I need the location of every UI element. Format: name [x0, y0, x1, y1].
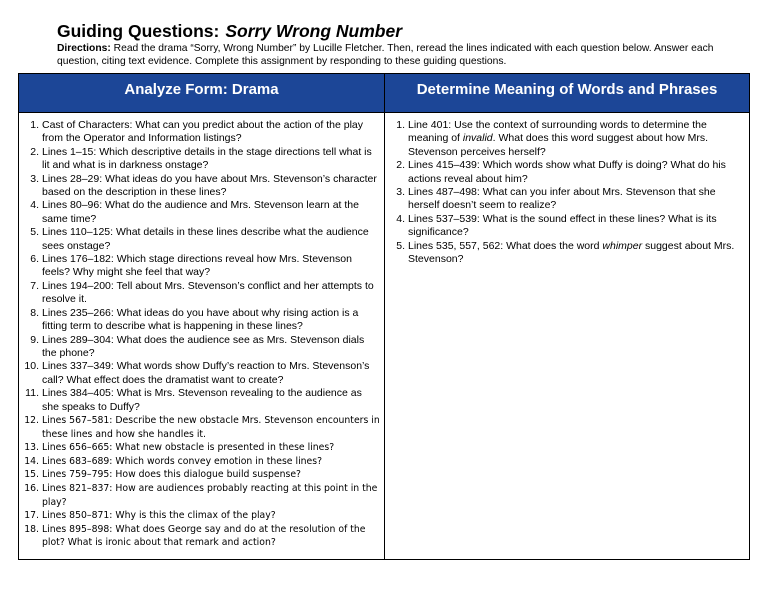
- question-item: [388, 240, 746, 267]
- question-text: Lines 384–405: What is Mrs. Stevenson revealing to the audience as she speaks to Duffy?: [42, 387, 362, 413]
- question-text: Lines 821–837: How are audiences probably reacting at this point in the play?: [42, 482, 378, 508]
- question-text-part: . What does this word suggest about how Mrs. Stevenson perceives herself?: [408, 132, 709, 158]
- question-number: 3.: [30, 172, 39, 185]
- question-text-part: suggest about Mrs. Stevenson?: [408, 239, 735, 266]
- question-item: [22, 360, 381, 387]
- question-number: 5.: [30, 226, 39, 239]
- right-question-list: [388, 119, 746, 266]
- question-number: 2.: [30, 145, 39, 158]
- question-text: Lines 194–200: Tell about Mrs. Stevenson’s conflict and her attempts to resolve it.: [42, 279, 374, 306]
- question-number: 2.: [396, 159, 405, 172]
- left-column-heading: Analyze Form: Drama: [19, 74, 385, 113]
- title-play-name: Sorry Wrong Number: [225, 21, 402, 41]
- question-text: Lines 683–689: Which words convey emotion in these lines?: [42, 455, 323, 467]
- question-number: 12.: [24, 414, 39, 426]
- question-text: Lines 850–871: Why is this the climax of the play?: [42, 510, 276, 522]
- question-text: Lines 176–182: Which stage directions reveal how Mrs. Stevenson feels? Why might she feel that way?: [42, 253, 352, 279]
- question-text: [408, 240, 746, 267]
- question-item: [22, 199, 381, 226]
- question-text: Lines 80–96: What do the audience and Mrs. Stevenson learn at the same time?: [42, 199, 359, 225]
- question-number: 13.: [24, 442, 39, 454]
- question-text: [408, 119, 746, 159]
- question-item: [22, 414, 381, 441]
- question-item: [388, 213, 746, 240]
- question-text: [408, 186, 746, 213]
- question-number: 14.: [24, 455, 39, 467]
- question-number: 10.: [24, 360, 39, 373]
- document-header: [57, 20, 757, 68]
- question-number: 8.: [30, 306, 39, 319]
- question-item: [22, 441, 381, 455]
- question-number: 6.: [30, 253, 39, 266]
- left-question-list: [22, 119, 381, 550]
- question-number: 1.: [396, 119, 405, 131]
- question-text-part: Lines 487–498: What can you infer about Mrs. Stevenson that she herself doesn’t seem to realize?: [408, 186, 716, 212]
- question-text: [408, 213, 746, 240]
- question-text: Lines 235–266: What ideas do you have about why rising action is a fitting term to describe what is happening in these lines?: [42, 306, 359, 333]
- question-text: Lines 656–665: What new obstacle is presented in these lines?: [42, 442, 335, 454]
- question-item: [22, 455, 381, 469]
- question-text: Lines 28–29: What ideas do you have about Mrs. Stevenson’s character based on the description in these lines?: [42, 172, 377, 199]
- question-item: [388, 159, 746, 186]
- question-text: Lines 110–125: What details in these lines describe what the audience sees onstage?: [42, 226, 369, 252]
- question-number: 3.: [396, 186, 405, 199]
- directions-label: Directions:: [57, 43, 111, 54]
- question-number: 15.: [24, 469, 39, 481]
- question-item: [22, 119, 381, 146]
- question-item: [22, 387, 381, 414]
- question-item: [388, 119, 746, 159]
- question-item: [22, 523, 381, 550]
- question-text: Cast of Characters: What can you predict about the action of the play from the Operator and Information listings?: [42, 119, 364, 145]
- right-question-cell: [385, 113, 750, 560]
- question-number: 1.: [30, 119, 39, 131]
- question-item: [22, 173, 381, 200]
- question-text: Lines 289–304: What does the audience see as Mrs. Stevenson dials the phone?: [42, 333, 365, 359]
- question-item: [22, 482, 381, 509]
- question-number: 11.: [25, 387, 39, 400]
- question-item: [22, 226, 381, 253]
- question-item: [22, 334, 381, 361]
- left-question-cell: [19, 113, 385, 560]
- question-italic-word: whimper: [602, 239, 643, 252]
- question-item: [22, 280, 381, 307]
- question-text-part: Line 401: Use the context of surrounding words to determine the meaning of: [408, 119, 707, 145]
- question-text: [408, 159, 746, 186]
- question-item: [22, 146, 381, 173]
- question-text-part: Lines 535, 557, 562: What does the word: [408, 239, 603, 252]
- question-number: 18.: [24, 523, 39, 535]
- question-italic-word: invalid: [462, 132, 493, 145]
- right-column-heading: Determine Meaning of Words and Phrases: [385, 74, 750, 113]
- question-item: [22, 307, 381, 334]
- question-item: [22, 468, 381, 482]
- question-text: Lines 337–349: What words show Duffy’s reaction to Mrs. Stevenson’s call? What effect does the dramatist want to create?: [42, 360, 370, 386]
- questions-table: [18, 73, 750, 560]
- question-number: 5.: [396, 239, 405, 252]
- directions-text: Read the drama “Sorry, Wrong Number” by Lucille Fletcher. Then, reread the lines indicated with each question below. Answer each question, citing text evidence. Complete this assignment by responding to these guiding questions.: [57, 43, 714, 67]
- question-number: 7.: [30, 279, 39, 292]
- question-number: 4.: [396, 212, 405, 225]
- page-title: [57, 20, 757, 42]
- question-item: [22, 253, 381, 280]
- question-text-part: Lines 415–439: Which words show what Duffy is doing? What do his actions reveal about him?: [408, 159, 726, 185]
- title-prefix: Guiding Questions:: [57, 21, 220, 41]
- question-number: 17.: [24, 510, 39, 522]
- directions: [57, 43, 757, 68]
- question-text: Lines 895–898: What does George say and do at the resolution of the plot? What is ironic about that remark and action?: [42, 523, 366, 549]
- question-text: Lines 1–15: Which descriptive details in the stage directions tell what is lit and what is in darkness onstage?: [42, 145, 372, 172]
- question-text-part: Lines 537–539: What is the sound effect in these lines? What is its significance?: [408, 212, 717, 239]
- question-item: [388, 186, 746, 213]
- question-number: 9.: [30, 333, 39, 346]
- question-item: [22, 509, 381, 523]
- question-text: Lines 759–795: How does this dialogue build suspense?: [42, 469, 301, 481]
- question-number: 16.: [24, 482, 39, 494]
- question-text: Lines 567–581: Describe the new obstacle Mrs. Stevenson encounters in these lines and how she handles it.: [42, 414, 380, 440]
- question-number: 4.: [30, 199, 39, 212]
